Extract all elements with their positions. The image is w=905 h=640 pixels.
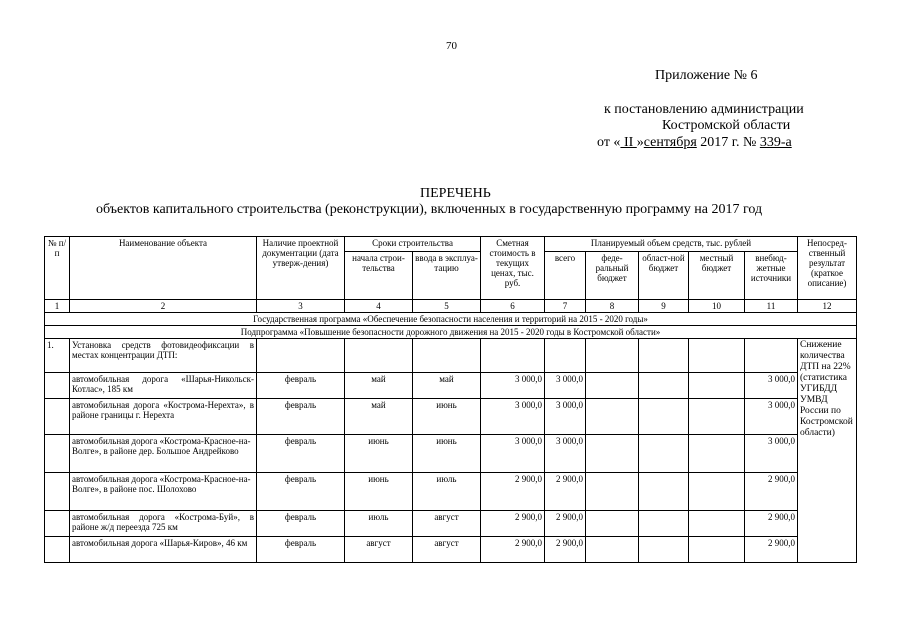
object-total: 2 900,0 [545, 537, 586, 563]
object-name: автомобильная дорога «Шарья-Киров», 46 км [70, 537, 257, 563]
column-number: 3 [257, 300, 345, 313]
object-cost: 3 000,0 [481, 435, 545, 473]
object-extra: 3 000,0 [745, 373, 798, 399]
column-number-row [45, 300, 857, 313]
column-number: 6 [481, 300, 545, 313]
object-extra: 2 900,0 [745, 537, 798, 563]
decree-authority-line: Костромской области [662, 118, 791, 133]
item-result: Снижение количества ДТП на 22% (статистика УГИБДД УМВД России по Костромской области) [798, 339, 857, 563]
object-docs: февраль [257, 537, 345, 563]
object-total: 3 000,0 [545, 373, 586, 399]
subprogram-row [45, 326, 857, 339]
table-header-row [45, 237, 857, 252]
col-header-num: № п/п [45, 237, 70, 300]
decree-date-line [597, 135, 792, 151]
table-row [45, 435, 857, 473]
object-docs: февраль [257, 435, 345, 473]
appendix-label: Приложение № 6 [655, 68, 758, 83]
decree-reference-line: к постановлению администрации [604, 102, 804, 117]
decree-number: 339-а [759, 135, 792, 150]
table-row [45, 537, 857, 563]
item-number: 1. [45, 339, 70, 373]
object-docs: февраль [257, 511, 345, 537]
object-total: 2 900,0 [545, 511, 586, 537]
column-number: 9 [639, 300, 689, 313]
page-number: 70 [446, 40, 457, 52]
object-name: автомобильная дорога «Кострома-Буй», в районе ж/д переезда 725 км [70, 511, 257, 537]
object-start: май [345, 373, 413, 399]
col-header-start: начала строи-тельства [345, 252, 413, 300]
object-cost: 3 000,0 [481, 399, 545, 435]
object-start: август [345, 537, 413, 563]
col-header-terms: Сроки строительства [345, 237, 481, 252]
program-row [45, 313, 857, 326]
object-total: 3 000,0 [545, 399, 586, 435]
object-start: июнь [345, 473, 413, 511]
table-row [45, 399, 857, 435]
object-commission: август [413, 511, 481, 537]
table-row [45, 373, 857, 399]
object-extra: 2 900,0 [745, 473, 798, 511]
object-name: автомобильная дорога «Шарья-Никольск-Котлас», 185 км [70, 373, 257, 399]
decree-year: 2017 г. № [696, 135, 760, 150]
object-commission: июнь [413, 435, 481, 473]
object-cost: 2 900,0 [481, 473, 545, 511]
object-docs: февраль [257, 373, 345, 399]
column-number: 4 [345, 300, 413, 313]
col-header-funds: Планируемый объем средств, тыс. рублей [545, 237, 798, 252]
object-commission: июнь [413, 399, 481, 435]
col-header-regional: област-ной бюджет [639, 252, 689, 300]
col-header-result: Непосред-ственный результат (краткое описание) [798, 237, 857, 300]
table-row [45, 511, 857, 537]
column-number: 7 [545, 300, 586, 313]
object-start: май [345, 399, 413, 435]
object-start: июнь [345, 435, 413, 473]
object-commission: июль [413, 473, 481, 511]
col-header-name: Наименование объекта [70, 237, 257, 300]
object-start: июль [345, 511, 413, 537]
document-title: ПЕРЕЧЕНЬ [420, 186, 491, 201]
object-cost: 2 900,0 [481, 511, 545, 537]
col-header-cost: Сметная стоимость в текущих ценах, тыс. руб. [481, 237, 545, 300]
subprogram-title: Подпрограмма «Повышение безопасности дорожного движения на 2015 - 2020 годы в Костромской области» [45, 326, 857, 339]
object-commission: май [413, 373, 481, 399]
col-header-docs: Наличие проектной документации (дата утверж-дения) [257, 237, 345, 300]
objects-table [44, 236, 857, 563]
object-cost: 3 000,0 [481, 373, 545, 399]
table-row [45, 473, 857, 511]
object-extra: 3 000,0 [745, 399, 798, 435]
object-total: 3 000,0 [545, 435, 586, 473]
object-name: автомобильная дорога «Кострома-Красное-на-Волге», в районе пос. Шолохово [70, 473, 257, 511]
object-commission: август [413, 537, 481, 563]
column-number: 2 [70, 300, 257, 313]
column-number: 1 [45, 300, 70, 313]
col-header-commission: ввода в эксплуа-тацию [413, 252, 481, 300]
object-cost: 2 900,0 [481, 537, 545, 563]
program-title: Государственная программа «Обеспечение безопасности населения и территорий на 2015 - 2020 годы» [45, 313, 857, 326]
decree-date-quote: » [636, 135, 644, 150]
col-header-extra: внебюд-жетные источники [745, 252, 798, 300]
object-extra: 2 900,0 [745, 511, 798, 537]
decree-month: сентября [643, 135, 697, 150]
decree-day: II [620, 135, 637, 150]
object-name: автомобильная дорога «Кострома-Красное-на-Волге», в районе дер. Большое Андрейково [70, 435, 257, 473]
document-subtitle: объектов капитального строительства (реконструкции), включенных в государственную программу на 2017 год [96, 202, 763, 217]
object-docs: февраль [257, 399, 345, 435]
object-extra: 3 000,0 [745, 435, 798, 473]
object-docs: февраль [257, 473, 345, 511]
object-name: автомобильная дорога «Кострома-Нерехта», в районе границы г. Нерехта [70, 399, 257, 435]
column-number: 11 [745, 300, 798, 313]
decree-date-prefix: от « [597, 135, 621, 150]
item-row [45, 339, 857, 373]
column-number: 10 [689, 300, 745, 313]
object-total: 2 900,0 [545, 473, 586, 511]
column-number: 8 [586, 300, 639, 313]
column-number: 5 [413, 300, 481, 313]
item-name: Установка средств фотовидеофиксации в местах концентрации ДТП: [70, 339, 257, 373]
col-header-federal: феде-ральный бюджет [586, 252, 639, 300]
col-header-local: местный бюджет [689, 252, 745, 300]
column-number: 12 [798, 300, 857, 313]
col-header-total: всего [545, 252, 586, 300]
